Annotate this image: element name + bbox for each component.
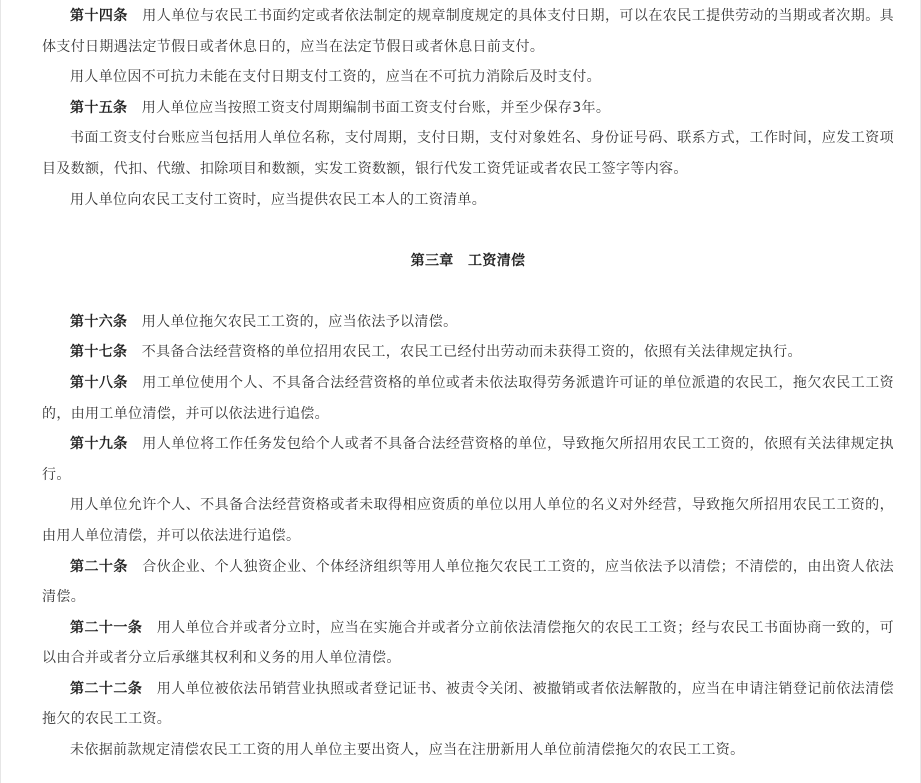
paragraph-article-14 (42, 1, 894, 62)
paragraph-article-17 (42, 337, 894, 368)
article-text: 不具备合法经营资格的单位招用农民工，农民工已经付出劳动而未获得工资的，依照有关法律规定执行。 (127, 344, 802, 361)
article-text: 合伙企业、个人独资企业、个体经济组织等用人单位拖欠农民工工资的，应当依法予以清偿；不清偿的，由出资人依法清偿。 (42, 558, 895, 606)
paragraph-article-21 (42, 613, 894, 674)
paragraph-article-15 (42, 93, 894, 124)
article-text: 用工单位使用个人、不具备合法经营资格的单位或者未依法取得劳务派遣许可证的单位派遣的农民工，拖欠农民工工资的，由用工单位清偿，并可以依法进行追偿。 (42, 374, 895, 422)
article-text: 用人单位合并或者分立时，应当在实施合并或者分立前依法清偿拖欠的农民工工资；经与农民工书面协商一致的，可以由合并或者分立后承继其权利和义务的用人单位清偿。 (42, 619, 895, 667)
article-text: 用人单位拖欠农民工工资的，应当依法予以清偿。 (127, 313, 458, 330)
article-number: 第二十二条 (70, 680, 143, 697)
paragraph-text: 书面工资支付台账应当包括用人单位名称，支付周期，支付日期，支付对象姓名、身份证号码、联系方式，工作时间，应发工资项目及数额，代扣、代缴、扣除项目和数额，实发工资数额，银行代发工资凭证或者农民工签字等内容。 (42, 130, 894, 177)
article-number: 第十七条 (70, 344, 128, 361)
paragraph-main-investor (42, 735, 894, 766)
article-number: 第二十条 (70, 558, 128, 575)
article-text: 用人单位应当按照工资支付周期编制书面工资支付台账，并至少保存3年。 (127, 99, 611, 116)
article-text: 用人单位将工作任务发包给个人或者不具备合法经营资格的单位，导致拖欠所招用农民工工资的，依照有关法律规定执行。 (42, 436, 895, 483)
paragraph-article-18 (42, 368, 894, 429)
paragraph-text: 未依据前款规定清偿农民工工资的用人单位主要出资人，应当在注册新用人单位前清偿拖欠的农民工工资。 (70, 742, 745, 759)
document-body (42, 0, 894, 766)
article-number: 第十八条 (70, 374, 128, 391)
article-number: 第十六条 (70, 313, 128, 330)
paragraph-article-20 (42, 552, 894, 613)
article-text: 用人单位被依法吊销营业执照或者登记证书、被责令关闭、被撤销或者依法解散的，应当在申请注销登记前依法清偿拖欠的农民工工资。 (42, 680, 895, 728)
paragraph-ledger-contents (42, 123, 894, 184)
article-number: 第十五条 (70, 99, 128, 116)
article-text: 用人单位与农民工书面约定或者依法制定的规章制度规定的具体支付日期，可以在农民工提供劳动的当期或者次期。具体支付日期遇法定节假日或者休息日的，应当在法定节假日或者休息日前支付。 (42, 8, 895, 55)
paragraph-article-22 (42, 674, 894, 735)
paragraph-text: 用人单位向农民工支付工资时，应当提供农民工本人的工资清单。 (70, 191, 487, 208)
article-number: 第二十一条 (70, 619, 143, 636)
paragraph-article-19 (42, 429, 894, 490)
paragraph-unlicensed-operation (42, 490, 894, 551)
article-number: 第十四条 (70, 8, 128, 24)
paragraph-wage-slip (42, 185, 894, 216)
paragraph-text: 用人单位因不可抗力未能在支付日期支付工资的，应当在不可抗力消除后及时支付。 (70, 69, 601, 86)
chapter-heading: 第三章 工资清偿 (410, 253, 526, 270)
paragraph-force-majeure (42, 62, 894, 93)
article-number: 第十九条 (70, 436, 128, 453)
paragraph-text: 用人单位允许个人、不具备合法经营资格或者未取得相应资质的单位以用人单位的名义对外经营，导致拖欠所招用农民工工资的，由用人单位清偿，并可以依法进行追偿。 (42, 497, 894, 544)
paragraph-article-16 (42, 307, 894, 338)
